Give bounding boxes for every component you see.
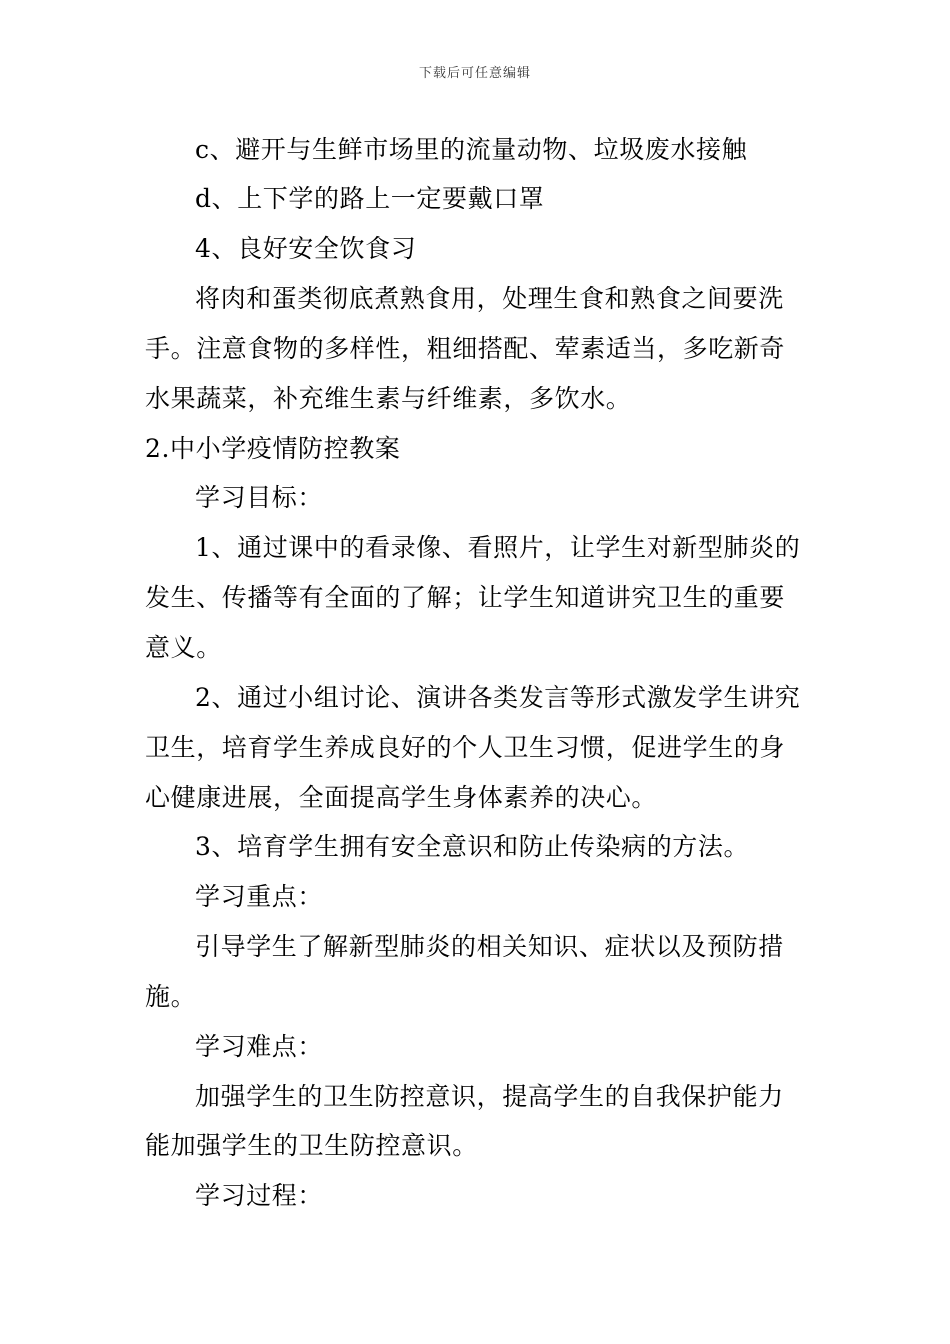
text-line: 意义。 (145, 633, 222, 662)
page-header: 下载后可任意编辑 (418, 66, 531, 81)
text-line: 引导学生了解新型肺炎的相关知识、症状以及预防措 (195, 932, 784, 961)
text-line: 2、通过小组讨论、演讲各类发言等形式激发学生讲究 (195, 683, 801, 712)
text-line: 将肉和蛋类彻底煮熟食用，处理生食和熟食之间要洗 (195, 284, 784, 313)
text-line: 3、培育学生拥有安全意识和防止传染病的方法。 (195, 832, 750, 861)
text-line: 能加强学生的卫生防控意识。 (145, 1131, 478, 1160)
text-line: 水果蔬菜，补充维生素与纤维素，多饮水。 (145, 384, 632, 413)
subheading: 学习目标： (195, 483, 324, 512)
text-line: 心健康进展，全面提高学生身体素养的决心。 (145, 783, 658, 812)
text-line: 1、通过课中的看录像、看照片，让学生对新型肺炎的 (195, 533, 801, 562)
subheading: 学习难点： (195, 1032, 324, 1061)
text-line: 4、良好安全饮食习 (195, 234, 417, 263)
subheading: 学习重点： (195, 882, 324, 911)
text-line: 手。注意食物的多样性，粗细搭配、荤素适当，多吃新奇 (145, 334, 786, 363)
section-heading: 2.中小学疫情防控教案 (145, 434, 401, 463)
text-line: d、上下学的路上一定要戴口罩 (195, 184, 545, 213)
text-line: 发生、传播等有全面的了解；让学生知道讲究卫生的重要 (145, 583, 786, 612)
text-line: 施。 (145, 982, 197, 1011)
text-line: 卫生，培育学生养成良好的个人卫生习惯，促进学生的身 (145, 733, 786, 762)
subheading: 学习过程： (195, 1181, 324, 1210)
text-line: 加强学生的卫生防控意识，提高学生的自我保护能力 (195, 1082, 784, 1111)
text-line: c、避开与生鲜市场里的流量动物、垃圾废水接触 (195, 135, 748, 164)
